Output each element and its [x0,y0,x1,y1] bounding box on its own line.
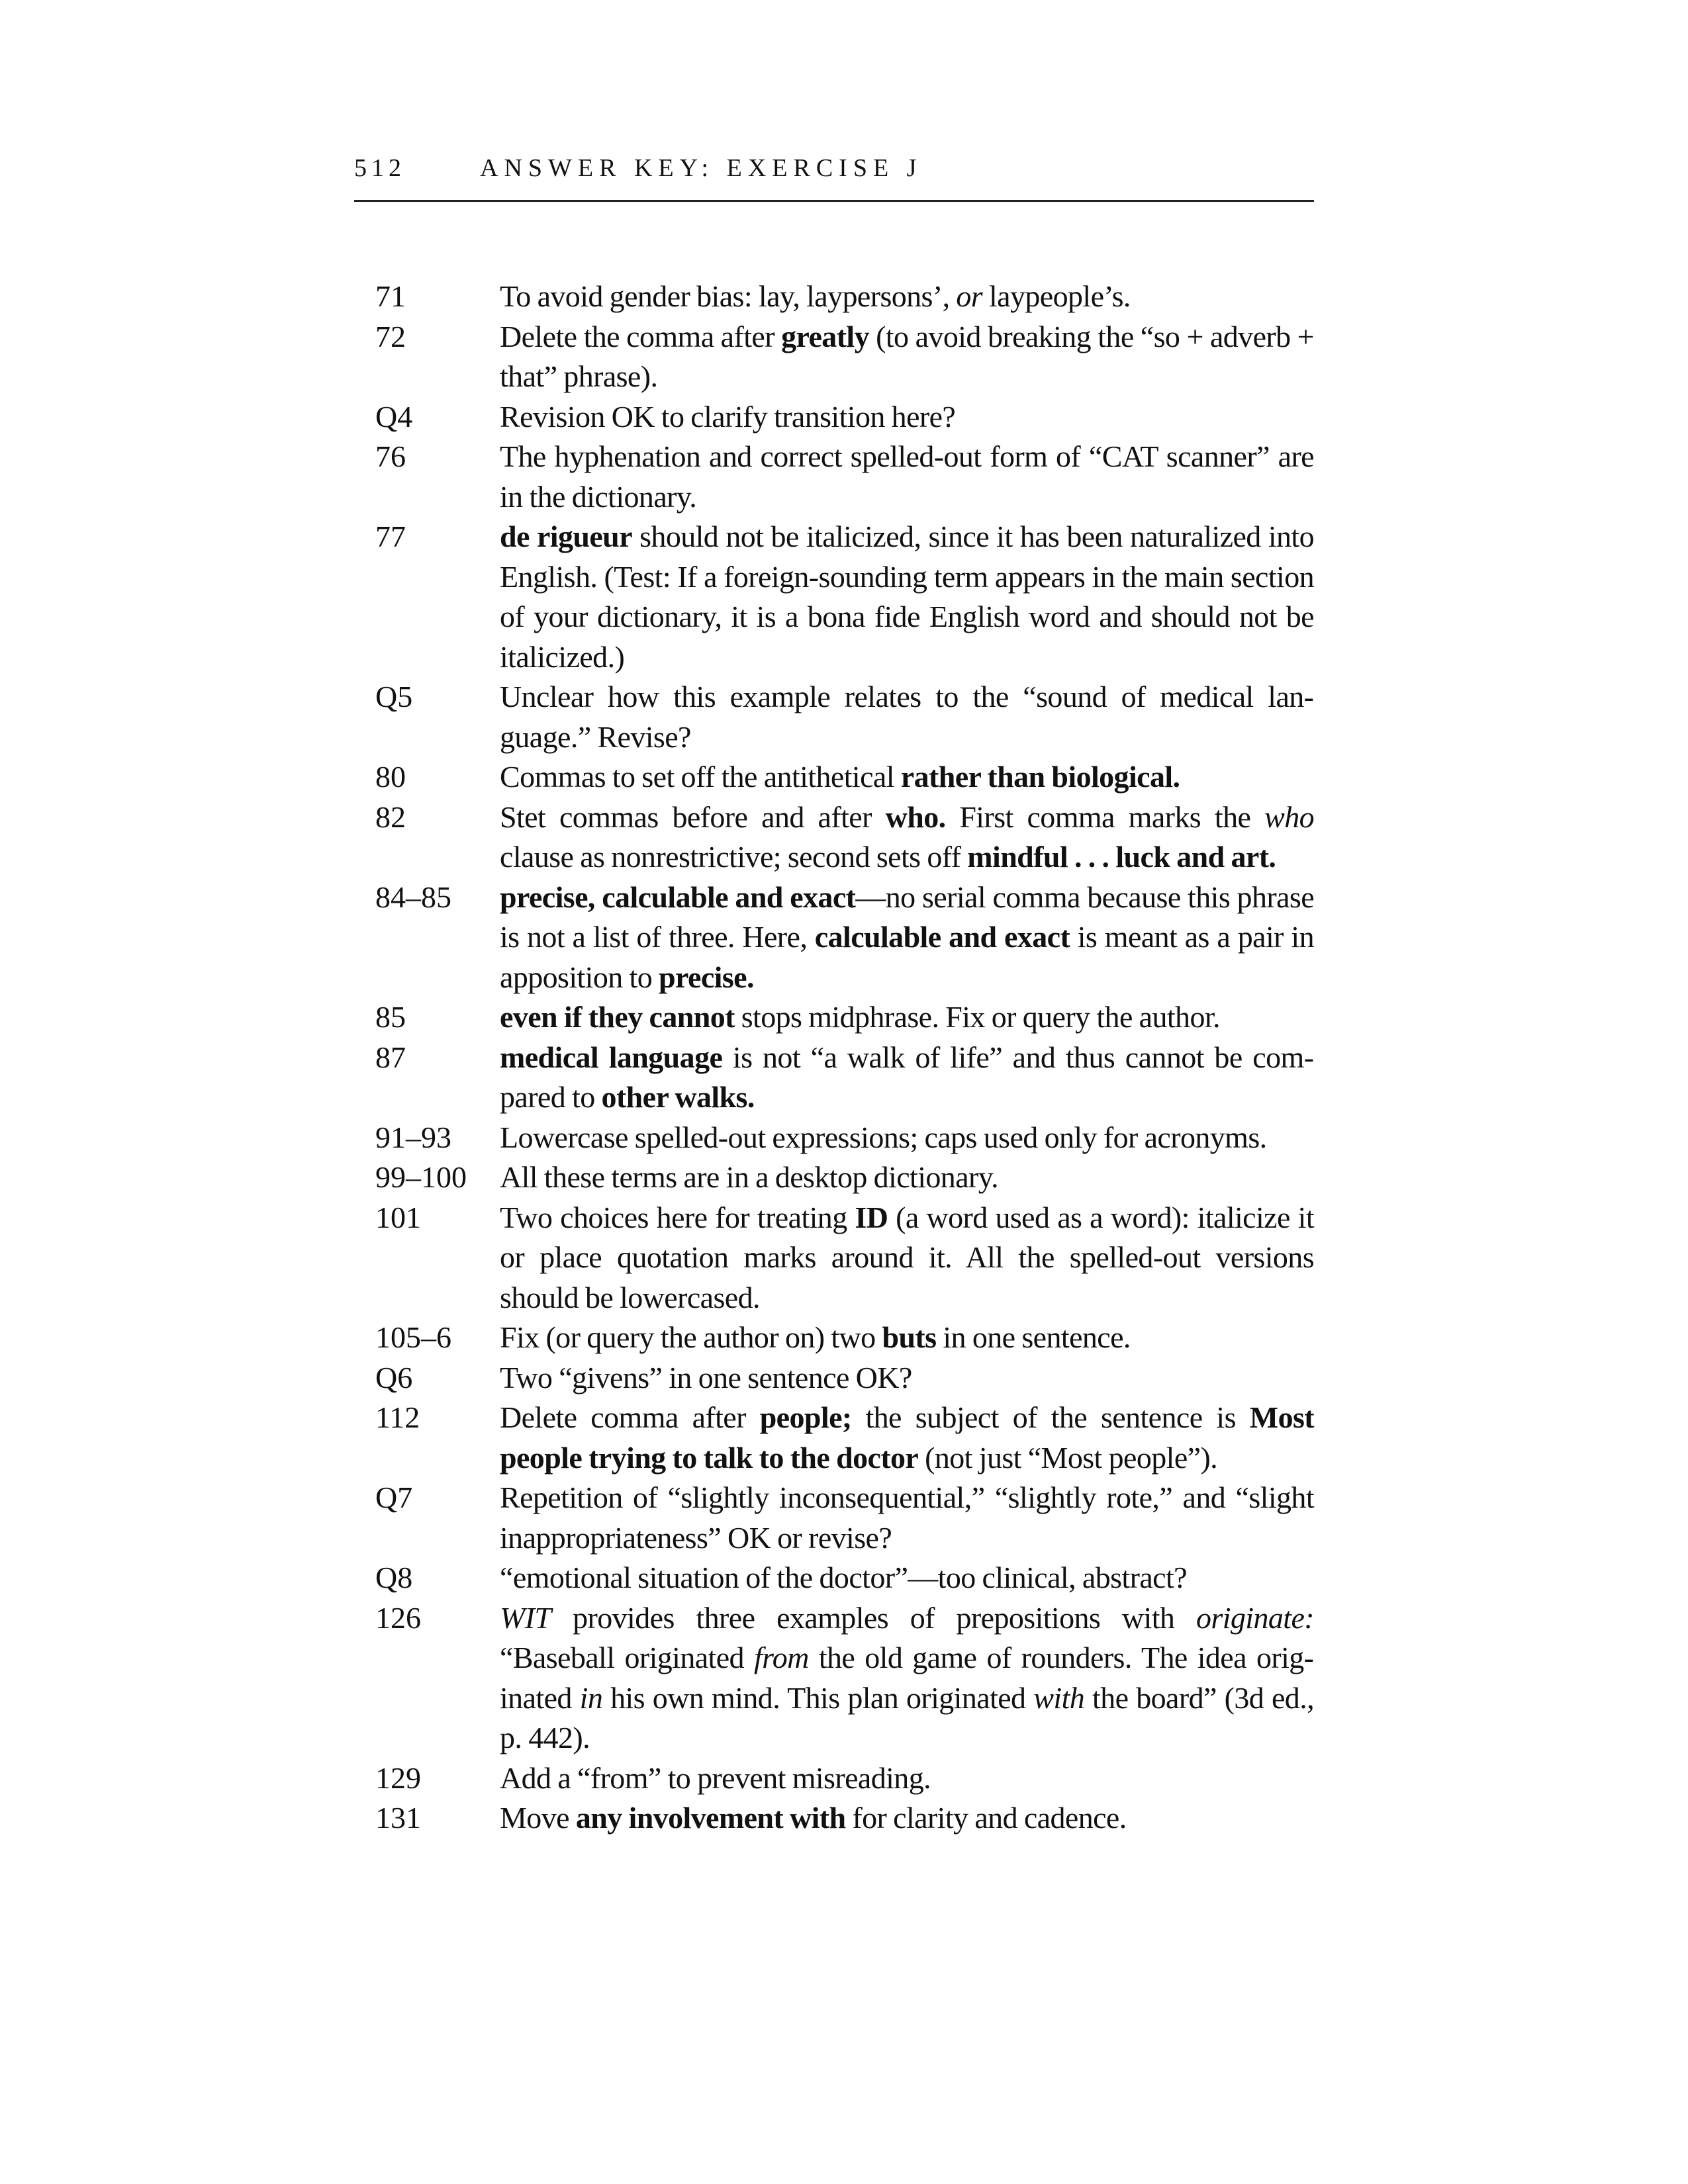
bold-term: de rigueur [500,520,632,553]
bold-term: any involvement with [575,1801,846,1835]
text-run: provides three examples of prepositions with [551,1600,1197,1635]
text-run: Fix (or query the author on) two [500,1320,882,1354]
text-run: Commas to set off the antithetical [500,760,901,794]
bold-term: ID [855,1200,888,1234]
answer-text [500,1558,1314,1598]
answer-entry [375,1398,1314,1478]
bold-term: Most people trying to talk to the doctor [500,1400,1315,1475]
line-reference: 76 [375,439,406,473]
bold-term: other walks. [601,1080,755,1114]
text-run: To avoid gender bias: lay, laypersons’, [500,279,957,313]
answer-text [500,997,1314,1038]
text-run: in one sentence. [936,1320,1131,1354]
answer-entry [375,997,1314,1038]
answer-entry [375,878,1314,998]
answer-entry [375,757,1314,797]
answer-text [500,1318,1314,1358]
text-run: Stet commas before and after [500,799,886,834]
italic-term: WIT [500,1600,551,1635]
answer-text [500,1118,1314,1158]
text-run: —no serial comma because this phrase is not a list of three. Here, [500,880,1315,954]
line-reference: 71 [375,279,406,313]
answer-text [500,397,1314,437]
answer-text [500,757,1314,797]
answer-text [500,878,1314,998]
italic-term: from [753,1641,809,1674]
answer-text [500,1478,1314,1558]
answer-entry [375,1478,1314,1558]
text-run: “emotional situation of the doctor”—too clinical, abstract? [500,1561,1187,1594]
answer-text [500,1798,1314,1839]
answer-entry [375,1358,1314,1398]
answer-text [500,1198,1314,1318]
answer-text [500,1758,1314,1799]
running-title: ANSWER KEY: EXERCISE J [480,154,923,182]
text-run: laypeople’s. [982,279,1131,313]
text-run: Add a “from” to prevent misreading. [500,1760,931,1795]
text-run: The hyphenation and correct spelled-out form of “CAT scanner” are in the dictionary. [500,439,1314,514]
italic-term: or [956,279,983,313]
text-run: the old game of rounders. The idea originated [500,1641,1314,1715]
italic-term: with [1033,1680,1085,1715]
text-run: stops midphrase. Fix or query the author. [734,1000,1220,1034]
answer-entry [375,1118,1314,1158]
line-reference: 101 [375,1200,421,1234]
text-run: his own mind. This plan originated [602,1680,1034,1715]
bold-term: even if they cannot [500,1000,735,1034]
line-reference: 99–100 [375,1160,467,1194]
bold-term: precise, calculable and exact [500,880,856,914]
line-reference: Q6 [375,1360,413,1394]
answer-entry [375,677,1314,757]
running-head [354,154,1314,193]
text-run: should not be italicized, since it has been naturalized into English. (Test: If a foreign-sounding term appears in the main section of your dictionary, it is a bona fide English word and should not be italicized.) [500,520,1315,674]
bold-term: calculable and exact [814,920,1070,954]
answer-text [500,1398,1314,1478]
line-reference: Q8 [375,1561,413,1594]
text-run: Move [500,1801,576,1835]
page-number: 512 [354,154,406,182]
answer-text [500,1358,1314,1398]
text-run: Lowercase spelled-out expressions; caps used only for acronyms. [500,1120,1267,1154]
answer-entry [375,1198,1314,1318]
text-run: the subject of the sentence is [851,1400,1250,1434]
answer-entry [375,1758,1314,1799]
answer-entry [375,1798,1314,1839]
bold-term: precise. [659,960,754,994]
answer-text [500,797,1314,878]
text-run: Revision OK to clarify transition here? [500,399,956,433]
line-reference: 85 [375,1000,406,1034]
text-run: Repetition of “slightly inconsequential,” “slightly rote,” and “slight inappropriateness” OK or revise? [500,1480,1314,1555]
italic-term: who [1264,799,1314,834]
answer-text [500,517,1314,677]
text-run: Two “givens” in one sentence OK? [500,1360,912,1394]
answer-text [500,437,1314,517]
answer-entry [375,277,1314,317]
answer-key-list [375,277,1314,1839]
line-reference: Q4 [375,399,413,433]
answer-text [500,317,1314,397]
line-reference: 129 [375,1760,421,1795]
bold-term: medical language [500,1040,723,1074]
answer-entry [375,1598,1314,1758]
bold-term: people; [759,1400,852,1434]
bold-term: mindful . . . luck and art. [967,840,1276,874]
answer-entry [375,397,1314,437]
text-run: (a word used as a word): italicize it or place quotation marks around it. All the spelled-out versions should be lowercased. [500,1200,1314,1314]
line-reference: 126 [375,1600,421,1635]
line-reference: 131 [375,1801,421,1835]
answer-text [500,1038,1314,1118]
italic-term: originate: [1196,1600,1314,1635]
text-run: for clarity and cadence. [845,1801,1127,1835]
answer-entry [375,1158,1314,1198]
answer-text [500,1158,1314,1198]
text-run: All these terms are in a desktop dictionary. [500,1160,999,1194]
answer-entry [375,797,1314,878]
bold-term: rather than biological. [900,760,1180,794]
text-run: (to avoid breaking the “so + adverb + that” phrase). [500,319,1315,393]
text-run: the board” (3d ed., p. 442). [500,1680,1314,1754]
text-run: clause as nonrestrictive; second sets off [500,840,968,874]
line-reference: 91–93 [375,1120,451,1154]
text-run: Two choices here for treating [500,1200,855,1234]
answer-entry [375,517,1314,677]
answer-entry [375,317,1314,397]
italic-term: in [579,1680,603,1715]
header-rule [354,200,1314,202]
text-run: is not “a walk of life” and thus cannot be compared to [500,1040,1315,1114]
bold-term: who. [885,799,946,834]
line-reference: 105–6 [375,1320,451,1354]
bold-term: buts [882,1320,937,1354]
line-reference: 77 [375,520,406,553]
line-reference: 82 [375,799,406,834]
text-run: Unclear how this example relates to the “sound of medical language.” Revise? [500,680,1314,754]
text-run: “Baseball originated [500,1641,754,1674]
answer-entry [375,1038,1314,1118]
answer-entry [375,1558,1314,1598]
answer-text [500,677,1314,757]
answer-entry [375,1318,1314,1358]
text-run: Delete comma after [500,1400,760,1434]
answer-text [500,277,1314,317]
text-run: is meant as a pair in apposition to [500,920,1314,994]
line-reference: 84–85 [375,880,451,914]
line-reference: Q7 [375,1480,413,1514]
line-reference: 72 [375,319,406,353]
answer-entry [375,437,1314,517]
line-reference: 112 [375,1400,420,1434]
line-reference: 87 [375,1040,406,1074]
text-run: Delete the comma after [500,319,782,353]
line-reference: Q5 [375,680,413,713]
line-reference: 80 [375,760,406,794]
text-run: First comma marks the [945,799,1265,834]
text-run: (not just “Most people”). [918,1440,1218,1475]
answer-text [500,1598,1314,1758]
bold-term: greatly [781,319,869,353]
